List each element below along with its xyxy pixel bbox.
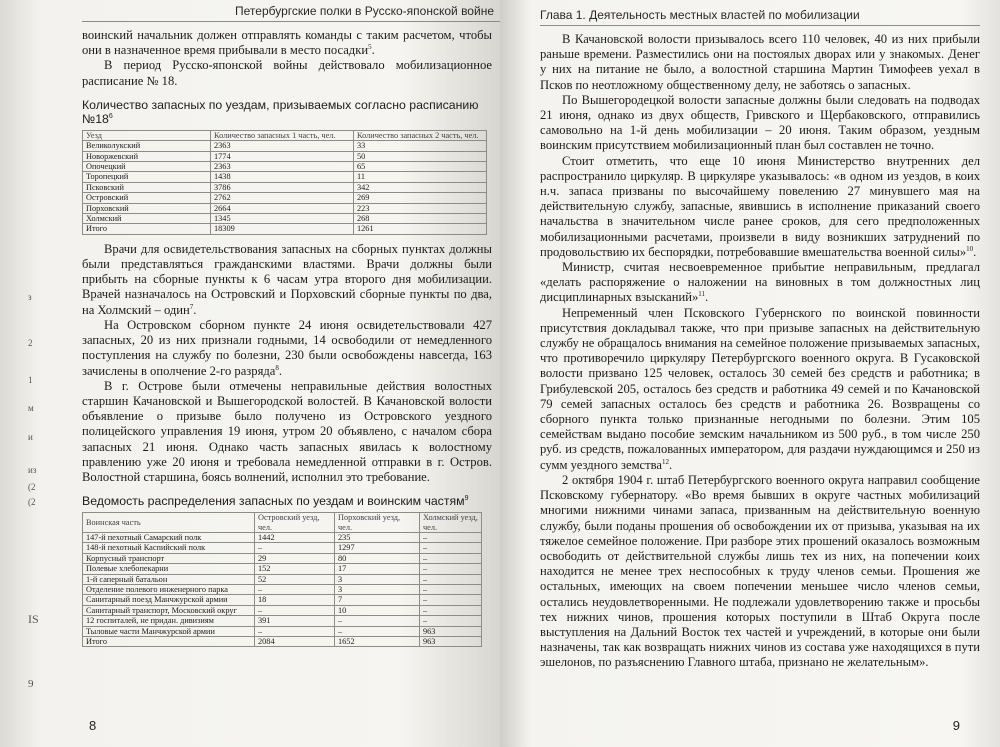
left-para-5: В г. Острове были отмечены неправильные действия волостных старшин Качановской и Вышегородской волостей. В Качановской волости объявление о призыве было получено из Островского уездного полицейского управления 19 июня, утром 20 объявлено, с началом сбора запасных 21 июня. Однако часть запасных явилась к волостному правлению уже 20 июня и требовала немедленной отправки в г. Остров. Волостной старшина, боясь волнений, исполнил это требование. bbox=[82, 378, 492, 484]
reserves-by-county-table bbox=[82, 130, 487, 235]
right-para-1: В Качановской волости призывалось всего 110 человек, 40 из них прибыли раньше времени. Разместились они на постоялых дворах или у знакомых. Денег у них на питание не было, а волостной старшина Мартин Тимофеев уехал в Псков по неотложному общественному делу, не заботясь о запасных. bbox=[540, 32, 980, 92]
edge-mark: IS bbox=[28, 612, 39, 626]
right-para-3: Стоит отметить, что еще 10 июня Министерство внутренних дел распространило циркуляр. В циркуляре указывалось: «в одном из уездов, в коих н.ч. запаса призваны по высочайшему повелению 27 минувшего мая на действительную службу, запасные, явившись в исполнение приказаний своего начальства в значительном числе ранее сроков, для сего предположенных мобилизационными расчетами, произвели в виду возникших затруднений по продовольствию их беспорядки, потребовавшие вмешательства военной силы»$^{10}$. bbox=[540, 153, 980, 259]
table-row: Тыловые части Манчжурской армии – – 963 bbox=[83, 626, 482, 636]
table-row: Полевые хлебопекарни 152 17 – bbox=[83, 564, 482, 574]
table-row: 147-й пехотный Самарский полк 1442 235 – bbox=[83, 532, 482, 542]
footnote-ref[interactable]: 11 bbox=[698, 290, 706, 299]
table1-caption: Количество запасных по уездам, призываемых согласно расписанию $№18^6$ bbox=[82, 97, 479, 126]
edge-mark: 1 bbox=[28, 375, 33, 385]
table2-caption: Ведомость распределения запасных по уездам и воинским частям$^9$ bbox=[82, 494, 469, 509]
right-para-5: Непременный член Псковского Губернского по воинской повинности присутствия докладывал также, что при призыве запасных на действительную службу не обращалось внимания на семейное положение призываемых запасных, что противоречило циркуляру Петербургского военного округа. В Гусаковской волости призвано 125 человек, осталось 30 семей без средств и работника; в Грибулевской 205, осталось без средств и работника 49 семей и по Качановской 79 семей запасных осталось без средств и работника 26. Возвращены со сборного пункта только признанные негодными по болезни. Этим 105 семействам выдано пособие земским начальником из 500 руб., в том числе 250 руб. из средств, пожалованных императором, для раздачи нуждающимся и 250 из сумм уездного земства$^{12}$. bbox=[540, 305, 980, 472]
edge-mark: 9 bbox=[28, 678, 34, 690]
footnote-ref[interactable]: 5 bbox=[368, 43, 372, 52]
table-row: Отделение полевого инженерного парка – 3 – bbox=[83, 584, 482, 594]
column-header: Порховский уезд, чел. bbox=[335, 513, 420, 533]
left-para-2: В период Русско-японской войны действовало мобилизационное расписание № 18. bbox=[82, 58, 492, 88]
table-row: Санитарный транспорт, Московский округ – 10 – bbox=[83, 605, 482, 615]
left-para-3: Врачи для освидетельствования запасных на сборных пунктах должны были представляться гражданскими властями. Врачи должны были прибыть на сборные пункты к 6 часам утра второго дня мобилизации. Врачей назначалось на Островский и Порховский сборные пункты по два, на Холмский – один$^7$. bbox=[82, 241, 492, 317]
left-running-head: Петербургские полки в Русско-японской войне bbox=[82, 2, 500, 22]
table-row: 1-й саперный батальон 52 3 – bbox=[83, 574, 482, 584]
footnote-ref[interactable]: 9 bbox=[464, 495, 469, 503]
footnote-ref[interactable]: 8 bbox=[275, 363, 279, 372]
edge-mark: (2 bbox=[28, 482, 36, 492]
column-header: Воинская часть bbox=[83, 513, 255, 533]
page-number: 8 bbox=[89, 718, 97, 733]
right-para-2: По Вышегородецкой волости запасные должны были следовать на подводах 21 июня, однако из двух обществ, Гривского и Щербаковского, отправились самовольно на 1-й день мобилизации – 20 июня. Таким образом, уездным воинским присутствием мобилизационный план был составлен не точно. bbox=[540, 92, 980, 153]
table-row: 148-й пехотный Каспийский полк – 1297 – bbox=[83, 543, 482, 553]
left-para-1: воинский начальник должен отправлять команды с таким расчетом, чтобы они в назначенное время прибывали в место посадки$^5$. bbox=[82, 28, 492, 58]
edge-mark: м bbox=[28, 403, 34, 413]
table-row: Холмский 1345 268 bbox=[83, 214, 487, 224]
table-total-row: Итого 2084 1652 963 bbox=[83, 637, 482, 647]
column-header: Островский уезд, чел. bbox=[255, 513, 335, 533]
footnote-ref[interactable]: 12 bbox=[662, 457, 670, 466]
column-header: Уезд bbox=[83, 130, 211, 140]
right-para-4: Министр, считая несвоевременное прибытие неправильным, предлагал «делать распоряжение о наложении на виновных в том должностных лиц дисциплинарных взысканий»$^{11}$. bbox=[540, 260, 980, 305]
left-para-4: На Островском сборном пункте 24 июня освидетельствовали 427 запасных, 20 из них признали годными, 14 освободили от немедленного поступления на службу по болезни, 230 были освобождены навсегда, 163 зачислены в ополчение 2-го разряда$^8$. bbox=[82, 317, 492, 378]
right-para-6: 2 октября 1904 г. штаб Петербургского военного округа направил сообщение Псковскому губернатору. «Во время бывших в округе частных мобилизаций многими нижними чинами запаса, призванным на действительную военную службу, были поданы прошения об освобождении их от призыва, указывая на их тяжелое семейное положение. При разборе этих прошений оказалось возможным освободить от действительной службы лишь тех из них, на попечении коих находится не менее трех неспособных к труду членов семьи. Прошения же остальных, имеющих на своем попечении меньшее число членов семьи, остались неудовлетворенными. Не подлежали удовлетворению также и просьбы тех нижних чинов, прошения которых поступили в Штаб Округа после выступления на Дальний Восток тех частей и учреждений, в которые они были назначены, так как возвращать нижних чинов из состава уже находящихся в пути эшелонов, по разъяснению Главного штаба, признано не желательным». bbox=[540, 472, 980, 670]
edge-mark: и bbox=[28, 432, 33, 442]
table-row: Опочецкий 2363 65 bbox=[83, 162, 487, 172]
footnote-ref[interactable]: 10 bbox=[966, 244, 974, 253]
right-running-head: Глава 1. Деятельность местных властей по мобилизации bbox=[540, 6, 980, 26]
table-row: Корпусный транспорт 29 80 – bbox=[83, 553, 482, 563]
table-total-row: Итого 18309 1261 bbox=[83, 224, 487, 234]
table-header-row bbox=[83, 513, 482, 533]
table-row: Санитарный поезд Манчжурской армии 18 7 – bbox=[83, 595, 482, 605]
column-header: Количество запасных 1 часть, чел. bbox=[211, 130, 354, 140]
footnote-ref[interactable]: 7 bbox=[189, 302, 194, 311]
column-header: Холмский уезд, чел. bbox=[420, 513, 482, 533]
edge-mark: из bbox=[28, 465, 37, 475]
column-header: Количество запасных 2 часть, чел. bbox=[354, 130, 487, 140]
table-row: 12 госпиталей, не придан. дивизиям 391 – – bbox=[83, 616, 482, 626]
table-row: Новоржевский 1774 50 bbox=[83, 151, 487, 161]
table-row: Торопецкий 1438 11 bbox=[83, 172, 487, 182]
footnote-ref[interactable]: 6 bbox=[108, 112, 113, 120]
edge-mark: з bbox=[28, 292, 32, 302]
edge-mark: 2 bbox=[28, 338, 33, 348]
table-row: Великолукский 2363 33 bbox=[83, 141, 487, 151]
table-row: Островский 2762 269 bbox=[83, 193, 487, 203]
page-number: 9 bbox=[952, 718, 960, 733]
table-row: Псковский 3786 342 bbox=[83, 182, 487, 192]
table-row: Порховский 2664 223 bbox=[83, 203, 487, 213]
table-header-row bbox=[83, 130, 487, 140]
reserves-distribution-table bbox=[82, 512, 482, 647]
right-page bbox=[500, 0, 1000, 747]
edge-mark: (2 bbox=[28, 497, 36, 507]
